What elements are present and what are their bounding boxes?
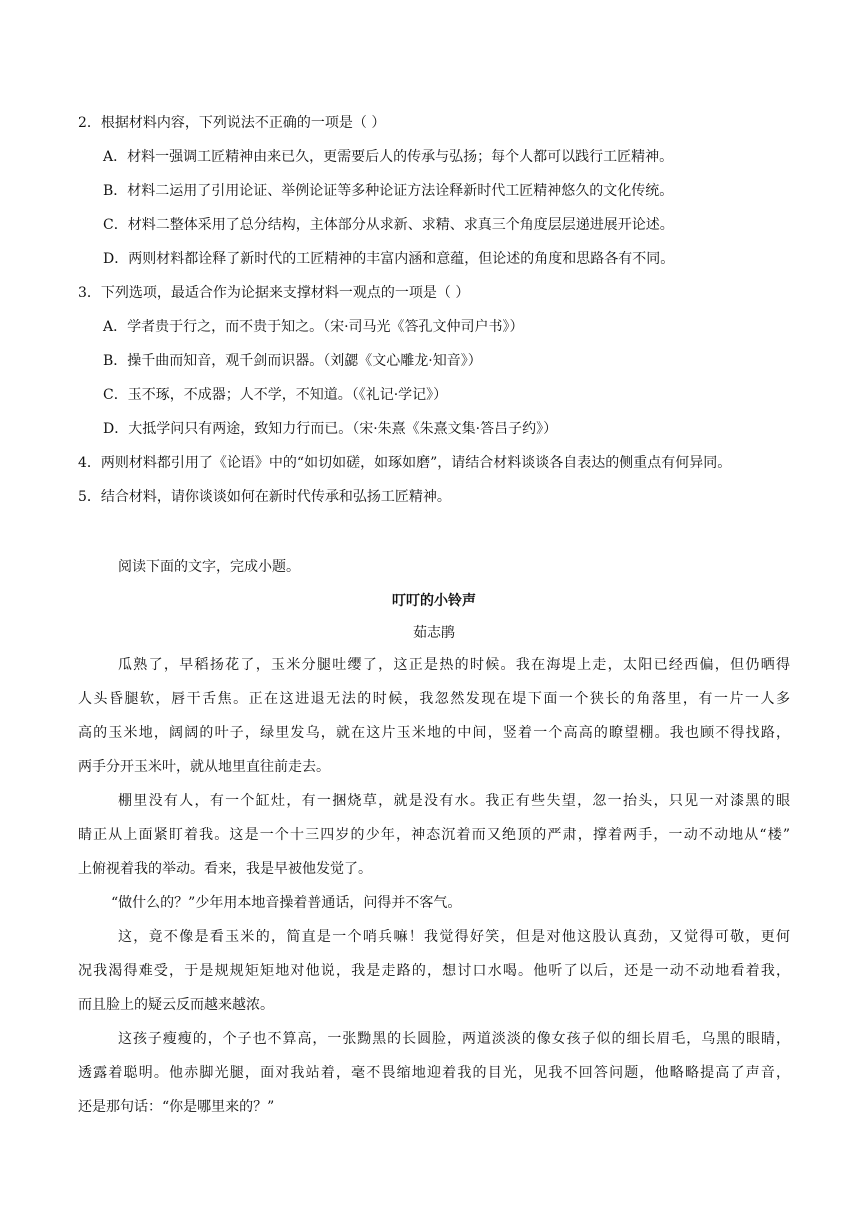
question-3-option-a: A．学者贵于行之，而不贵于知之。（宋·司马光《答孔文仲司户书》）	[103, 319, 524, 335]
question-3-stem: 3．下列选项，最适合作为论据来支撑材料一观点的一项是（ ）	[78, 285, 470, 301]
passage-dialogue: “做什么的？”少年用本地音操着普通话，问得并不客气。	[111, 895, 462, 911]
passage-line: 瓜熟了，早稻扬花了，玉米分腿吐缨了，这正是热的时候。我在海堤上走，太阳已经西偏，但仍晒得	[118, 657, 790, 673]
question-2-option-d: D．两则材料都诠释了新时代的工匠精神的丰富内涵和意蕴，但论述的角度和思路各有不同。	[103, 251, 675, 267]
question-3-option-c: C．玉不琢，不成器；人不学，不知道。（《礼记·学记》）	[103, 387, 448, 403]
passage-line: 上俯视着我的举动。看来，我是早被他发觉了。	[78, 861, 372, 877]
passage-line: 棚里没有人，有一个缸灶，有一捆烧草，就是没有水。我正有些失望，忽一抬头，只见一对漆黑的眼	[118, 793, 790, 809]
passage-author: 茹志鹃	[413, 625, 455, 641]
passage-line: 还是那句话：“你是哪里来的？”	[78, 1099, 275, 1115]
passage-title: 叮叮的小铃声	[392, 593, 476, 609]
question-2-stem: 2．根据材料内容，下列说法不正确的一项是（ ）	[78, 115, 386, 131]
reading-instruction: 阅读下面的文字，完成小题。	[118, 559, 300, 575]
passage-line: 人头昏腿软，唇干舌焦。正在这进退无法的时候，我忽然发现在堤下面一个狭长的角落里，有一片一人多	[78, 691, 790, 707]
passage-line: 两手分开玉米叶，就从地里直往前走去。	[78, 759, 330, 775]
question-3-option-b: B．操千曲而知音，观千剑而识器。（刘勰《文心雕龙·知音》）	[103, 353, 482, 369]
passage-line: 况我渴得难受，于是规规矩矩地对他说，我是走路的，想讨口水喝。他听了以后，还是一动不动地看着我，	[78, 963, 790, 979]
passage-line: 这孩子瘦瘦的，个子也不算高，一张黝黑的长圆脸，两道淡淡的像女孩子似的细长眉毛，乌黑的眼睛，	[118, 1031, 790, 1047]
passage-line: 睛正从上面紧盯着我。这是一个十三四岁的少年，神态沉着而又绝顶的严肃，撑着两手，一动不动地从“楼”	[78, 827, 790, 843]
passage-line: 高的玉米地，阔阔的叶子，绿里发乌，就在这片玉米地的中间，竖着一个高高的瞭望棚。我也顾不得找路，	[78, 725, 790, 741]
passage-line: 而且脸上的疑云反而越来越浓。	[78, 997, 274, 1013]
question-3-option-d: D．大抵学问只有两途，致知力行而已。（宋·朱熹《朱熹文集·答吕子约》）	[103, 421, 558, 437]
question-4: 4．两则材料都引用了《论语》中的“如切如磋，如琢如磨”，请结合材料谈谈各自表达的侧重点有何异同。	[78, 455, 732, 471]
question-5: 5．结合材料，请你谈谈如何在新时代传承和弘扬工匠精神。	[78, 489, 451, 505]
question-2-option-a: A．材料一强调工匠精神由来已久，更需要后人的传承与弘扬；每个人都可以践行工匠精神。	[103, 149, 674, 165]
question-2-option-c: C．材料二整体采用了总分结构，主体部分从求新、求精、求真三个角度层层递进展开论述。	[103, 217, 674, 233]
passage-line: 这，竟不像是看玉米的，简直是一个哨兵嘛！我觉得好笑，但是对他这股认真劲，又觉得可敬，更何	[118, 929, 790, 945]
passage-line: 透露着聪明。他赤脚光腿，面对我站着，毫不畏缩地迎着我的目光，见我不回答问题，他略略提高了声音，	[78, 1065, 790, 1081]
question-2-option-b: B．材料二运用了引用论证、举例论证等多种论证方法诠释新时代工匠精神悠久的文化传统。	[103, 183, 674, 199]
